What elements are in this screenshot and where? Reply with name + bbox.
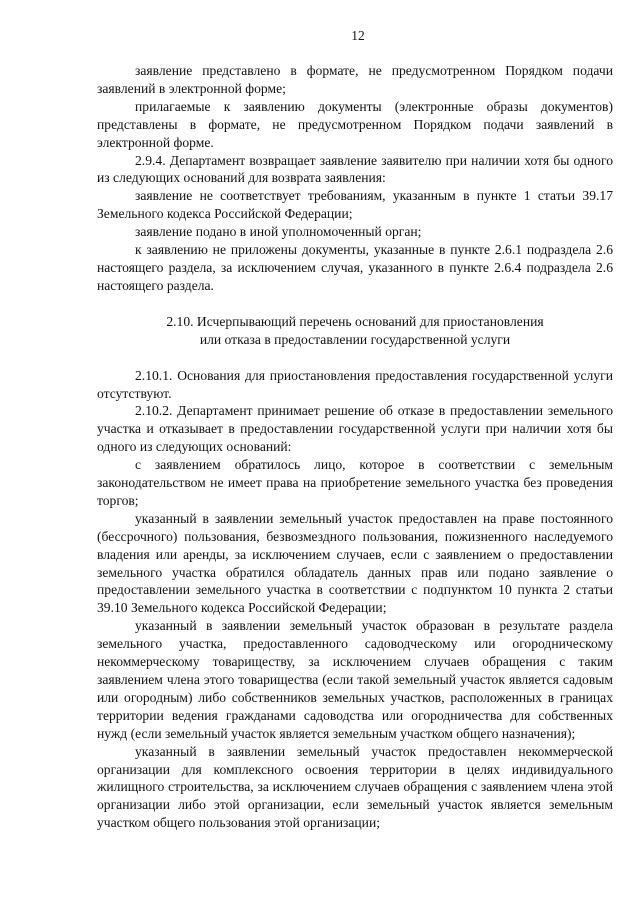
paragraph: заявление подано в иной уполномоченный орган;	[135, 224, 422, 240]
paragraph: с заявлением обратилось лицо, которое в соответствии с земельным законодательством не имеет права на приобретение земельного участка без проведения торгов;	[97, 457, 613, 508]
section-heading-line: или отказа в предоставлении государственной услуги	[199, 331, 511, 347]
paragraph: 2.10.2. Департамент принимает решение об отказе в предоставлении земельного участка и отказывает в предоставлении государственной услуги при наличии хотя бы одного из следующих оснований:	[97, 403, 613, 455]
paragraph: заявление не соответствует требованиям, указанным в пункте 1 статьи 39.17 Земельного кодекса Российской Федерации;	[97, 188, 613, 222]
paragraph: прилагаемые к заявлению документы (электронные образы документов) представлены в формате, не предусмотренном Порядком подачи заявлений в электронной форме.	[97, 98, 613, 150]
paragraph: указанный в заявлении земельный участок предоставлен некоммерческой организации для комплексного освоения территории в целях индивидуального жилищного строительства, за исключением случаев обращения с заявлением члена этой организации либо этой организации, если земельный участок является земельным участком общего пользования этой организации;	[97, 743, 613, 831]
section-heading	[97, 313, 613, 349]
paragraph: 2.9.4. Департамент возвращает заявление заявителю при наличии хотя бы одного из следующих оснований для возврата заявления:	[97, 152, 613, 186]
paragraph: 2.10.1. Основания для приостановления предоставления государственной услуги отсутствуют.	[97, 367, 613, 401]
paragraph: указанный в заявлении земельный участок предоставлен на праве постоянного (бессрочного) пользования, безвозмездного пользования, пожизненного наследуемого владения или аренды, за исключением случаев, если с заявлением о предоставлении земельного участка обратился обладатель данных прав или подано заявление о предоставлении земельного участка в соответствии с подпунктом 10 пункта 2 статьи 39.10 Земельного кодекса Российской Федерации;	[97, 510, 613, 616]
page-number: 12	[351, 28, 365, 43]
paragraph: указанный в заявлении земельный участок образован в результате раздела земельного участка, предоставленного садоводческому или огородническому некоммерческому товариществу, за исключением случаев обращения с таким заявлением члена этого товарищества (если такой земельный участок является садовым или огородным) либо собственников земельных участков, расположенных в границах территории ведения гражданами садоводства или огородничества для собственных нужд (если земельный участок является земельным участком общего назначения);	[97, 618, 613, 741]
document-body	[97, 62, 613, 832]
paragraph: к заявлению не приложены документы, указанные в пункте 2.6.1 подраздела 2.6 настоящего раздела, за исключением случая, указанного в пункте 2.6.4 подраздела 2.6 настоящего раздела.	[97, 242, 613, 293]
paragraph: заявление представлено в формате, не предусмотренном Порядком подачи заявлений в электронной форме;	[97, 63, 613, 96]
section-heading-line: 2.10. Исчерпывающий перечень оснований для приостановления	[166, 313, 544, 329]
